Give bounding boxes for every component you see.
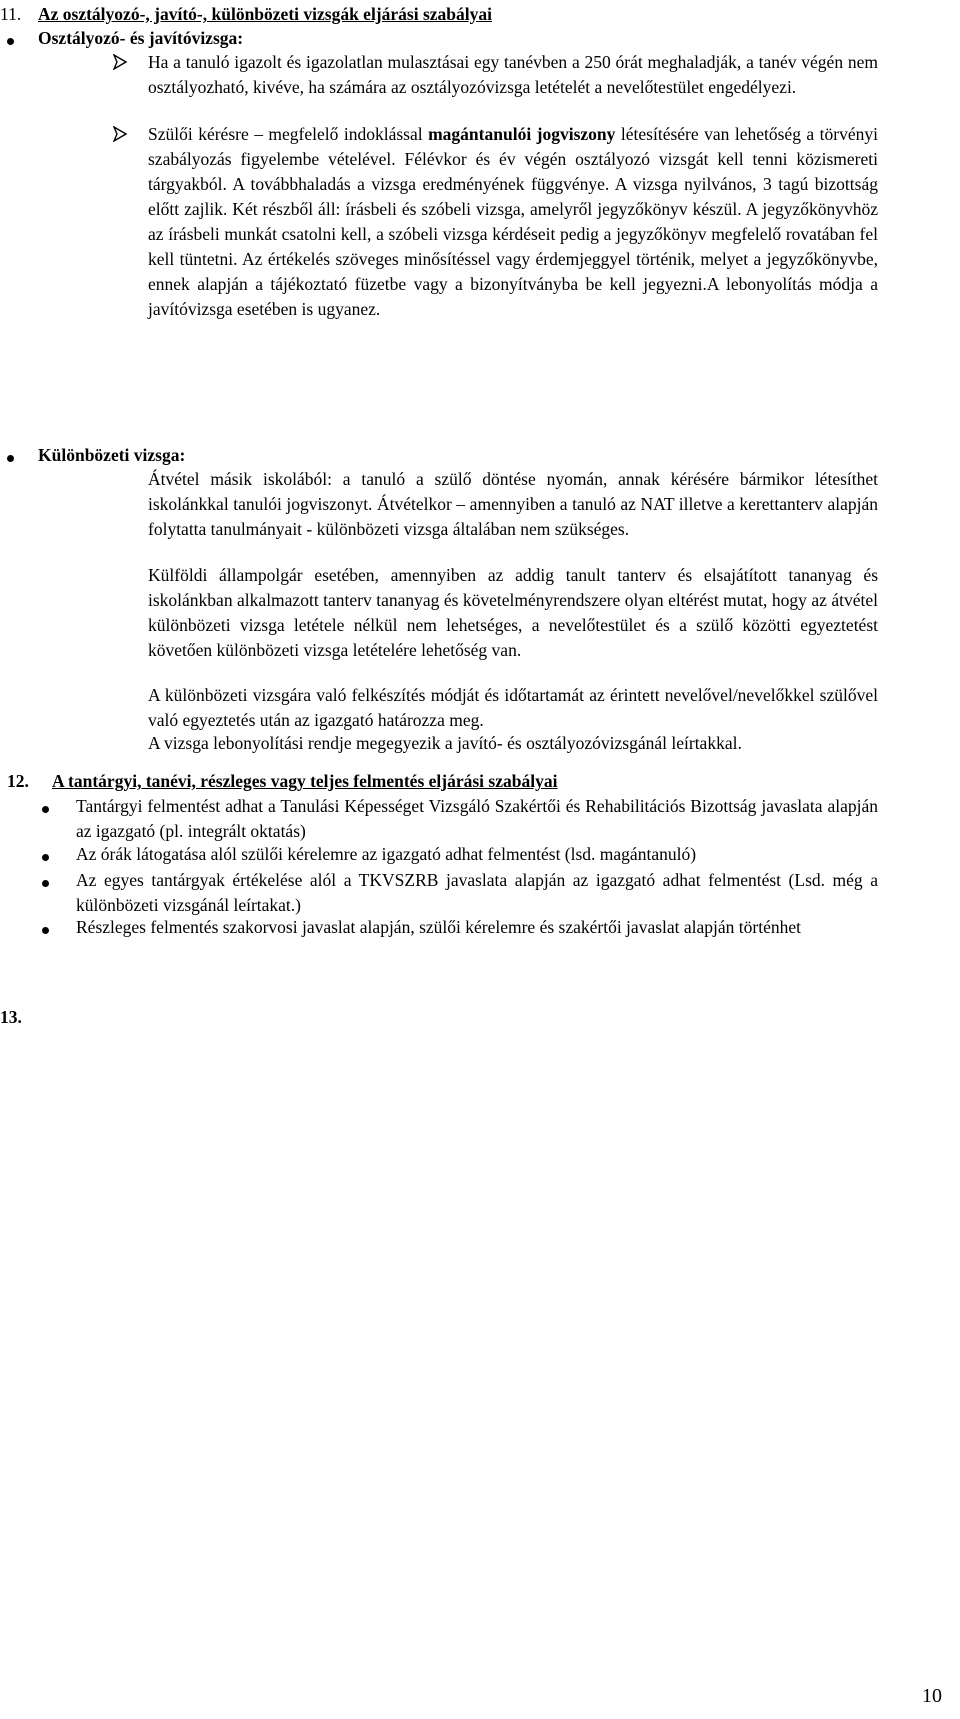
list-item: Tantárgyi felmentést adhat a Tanulási Képességet Vizsgáló Szakértői és Rehabilitációs Bizottság javaslata alapján az igazgató (pl. integrált oktatás) [76,796,878,841]
section-11-title: Az osztályozó-, javító-, különbözeti vizsgák eljárási szabályai [38,4,492,24]
paragraph: A vizsga lebonyolítási rendje megegyezik a javító- és osztályozóvizsgánál leírtakkal. [148,733,742,753]
paragraph: Külföldi állampolgár esetében, amennyiben az addig tanult tanterv és elsajátított tananyag és iskolánkban alkalmazott tanterv tananyag és követelményrendszere olyan eltérést mutat, hogy az átvétel különbözeti vizsga letétele nélkül nem lehetséges, a nevelőtestület és a szülő közötti egyeztetést követően különbözeti vizsga letételére lehetőség van. [148,565,878,660]
arrow-bullet-icon [112,126,128,142]
list-item: Ha a tanuló igazolt és igazolatlan mulasztásai egy tanévben a 250 órát meghaladják, a tanév végén nem osztályozható, kivéve, ha számára az osztályozóvizsga letételét a nevelőtestület engedélyezi. [148,52,878,97]
section-12-number: 12. [7,771,29,791]
item-bold-term: magántanulói jogviszony [428,124,616,144]
bullet-icon [42,806,49,813]
paragraph: Átvétel másik iskolából: a tanuló a szülő döntése nyomán, annak kérésére bármikor létesíthet iskolánkkal tanulói jogviszonyt. Átvételkor – amennyiben a tanuló az NAT illetve a kerettanterv alapján folytatta tanulmányait - különbözeti vizsga általában nem szükséges. [148,469,878,539]
bullet-icon [42,927,49,934]
bullet-icon [42,880,49,887]
bullet-icon [7,38,14,45]
item-rest: létesítésére van lehetőség a törvényi szabályozás figyelembe vételével. Félévkor és év végén osztályozó vizsgát kell tenni közismereti tárgyakból. A továbbhaladás a vizsga eredményének függvénye. A vizsga nyilvános, 3 tagú bizottság előtt zajlik. Két részből áll: írásbeli és szóbeli vizsga, amelyről jegyzőkönyv készül. A jegyzőkönyvhöz az írásbeli munkát csatolni kell, a szóbeli vizsga kérdéseit pedig a jegyzőkönyv megfelelő rovatában fel kell tüntetni. Az értékelés szöveges minősítéssel vagy érdemjeggyel történik, melyet a jegyzőkönyvbe, ennek alapján a tájékoztató füzetbe vagy a bizonyítványba be kell jegyezni.A lebonyolítás módja a javítóvizsga esetében is ugyanez. [148,124,879,319]
item-prefix: Szülői kérésre – megfelelő indoklással [148,124,423,144]
list-item: Az órák látogatása alól szülői kérelemre az igazgató adhat felmentést (lsd. magántanuló) [76,844,697,864]
paragraph: A különbözeti vizsgára való felkészítés módját és időtartamát az érintett nevelővel/nevelőkkel szülővel való egyeztetés után az igazgató határozza meg. [148,685,878,730]
list-item [148,122,878,322]
section-11-number: 11. [0,4,22,24]
arrow-bullet-icon [112,54,128,70]
page-number: 10 [922,1685,942,1707]
section-12-title: A tantárgyi, tanévi, részleges vagy teljes felmentés eljárási szabályai [52,771,558,791]
section-13-number: 13. [0,1007,22,1027]
subsection-title-kulonbozeti: Különbözeti vizsga: [38,445,186,465]
subsection-title-osztalyozo: Osztályozó- és javítóvizsga: [38,28,244,48]
bullet-icon [42,854,49,861]
list-item: Részleges felmentés szakorvosi javaslat alapján, szülői kérelemre és szakértői javaslat alapján történhet [76,917,801,937]
bullet-icon [7,455,14,462]
list-item: Az egyes tantárgyak értékelése alól a TKVSZRB javaslata alapján az igazgató adhat felmentést (Lsd. még a különbözeti vizsgánál leírtakat.) [76,870,878,915]
